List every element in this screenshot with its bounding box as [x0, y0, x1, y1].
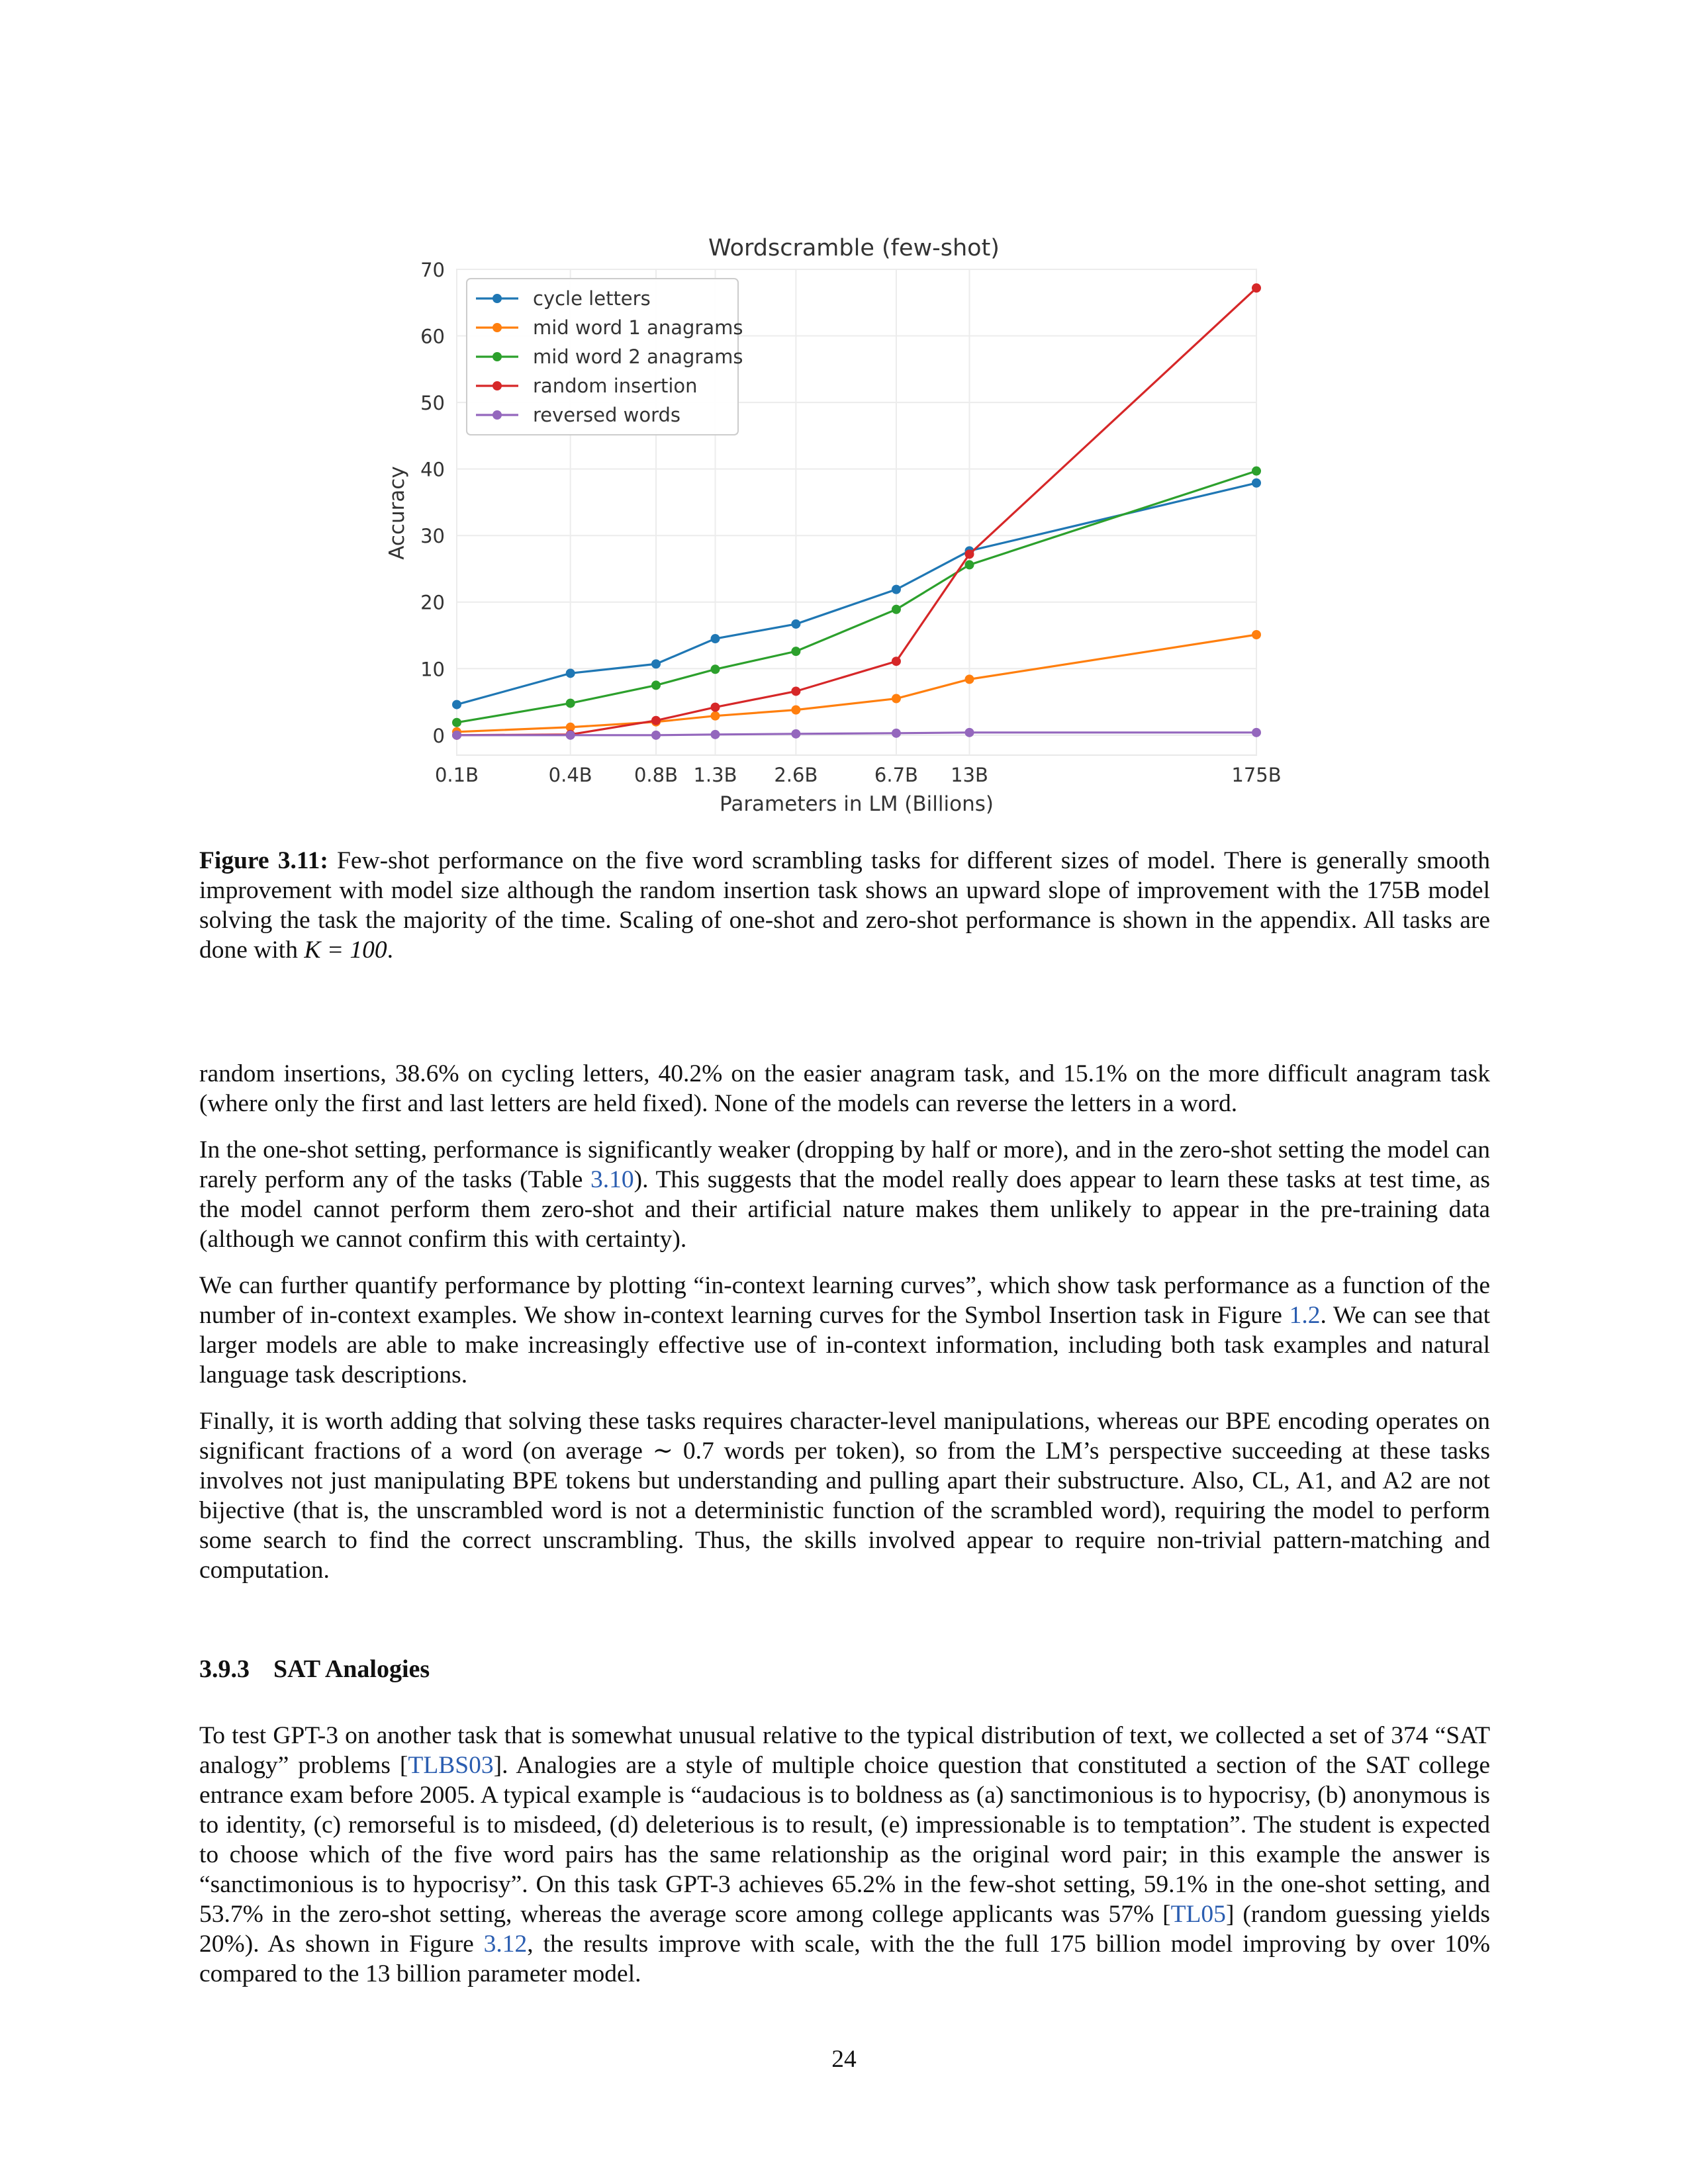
data-point	[1252, 467, 1261, 476]
data-point	[566, 699, 575, 708]
x-tick-label: 1.3B	[693, 764, 737, 786]
citation-link-tlbs03[interactable]: TLBS03	[408, 1752, 494, 1779]
data-point	[892, 585, 901, 594]
paragraph-2-text-a: In the one-shot setting, performance is significantly weaker (dropping by half or more), and in the zero-shot setting the model can rarely perform any of the tasks (Table	[199, 1136, 1490, 1193]
y-tick-label: 10	[420, 658, 445, 681]
caption-text: Few-shot performance on the five word scrambling tasks for different sizes of model. There is generally smooth improvement with model size although the random insertion task shows an upward slope of improvement with the 175B model solving the task the majority of the time. Scaling of one-shot and zero-shot performance is shown in the appendix. All tasks are done with	[199, 847, 1491, 964]
legend-swatch-marker	[492, 294, 502, 303]
wordscramble-chart	[371, 235, 1311, 834]
page-number: 24	[831, 2046, 857, 2073]
figure-ref-link[interactable]: 1.2	[1289, 1302, 1321, 1329]
paragraph-1: random insertions, 38.6% on cycling letters, 40.2% on the easier anagram task, and 15.1% on the more difficult anagram task (where only the first and last letters are held fixed). None of the models can reverse the letters in a word.	[199, 1060, 1490, 1117]
chart-title: Wordscramble (few-shot)	[708, 235, 1000, 261]
legend-swatch-marker	[492, 410, 502, 420]
data-point	[791, 619, 800, 629]
data-point	[892, 694, 901, 704]
paragraph-5-text-a: To test GPT-3 on another task that is somewhat unusual relative to the typical distribution of text, we collected a set of 374 “SAT analogy” problems [	[199, 1722, 1490, 1779]
y-tick-label: 70	[420, 259, 445, 281]
data-point	[711, 730, 720, 739]
data-point	[566, 668, 575, 678]
paragraph-3-text-b: . We can see that larger models are able to make increasingly effective use of in-context information, including both task examples and natural language task descriptions.	[199, 1302, 1491, 1388]
x-tick-label: 175B	[1231, 764, 1282, 786]
x-tick-label: 0.8B	[633, 764, 678, 786]
x-tick-label: 0.1B	[434, 764, 479, 786]
y-tick-label: 60	[420, 325, 445, 348]
data-point	[711, 703, 720, 712]
data-point	[1252, 728, 1261, 737]
y-tick-label: 50	[420, 392, 445, 415]
paragraph-5	[199, 1721, 1490, 1989]
data-point	[892, 657, 901, 666]
paragraph-5-text-d: , the results improve with scale, with the the full 175 billion model improving by over 10% compared to the 13 billion parameter model.	[199, 1931, 1490, 1987]
legend-label: cycle letters	[533, 287, 651, 310]
data-point	[964, 549, 974, 559]
data-point	[791, 729, 800, 739]
data-point	[711, 711, 720, 721]
data-point	[452, 700, 461, 709]
data-point	[964, 674, 974, 684]
data-point	[1252, 283, 1261, 293]
figure-label: Figure 3.11:	[199, 847, 328, 874]
data-point	[791, 647, 800, 656]
x-tick-label: 6.7B	[874, 764, 918, 786]
data-point	[452, 718, 461, 727]
data-point	[452, 731, 461, 740]
data-point	[791, 705, 800, 715]
x-tick-label: 0.4B	[548, 764, 592, 786]
figure-caption	[199, 846, 1490, 965]
x-tick-label: 2.6B	[774, 764, 818, 786]
caption-math: K = 100	[304, 936, 387, 964]
data-point	[711, 664, 720, 674]
legend-swatch-marker	[492, 323, 502, 332]
legend-label: reversed words	[533, 404, 681, 426]
y-tick-label: 30	[420, 525, 445, 548]
y-tick-label: 40	[420, 458, 445, 481]
data-point	[651, 659, 661, 668]
paragraph-5-text-c: ] (random guessing yields 20%). As shown in Figure	[199, 1901, 1490, 1958]
data-point	[964, 560, 974, 569]
data-point	[1252, 478, 1261, 488]
y-tick-label: 20	[420, 591, 445, 614]
paragraph-3-text-a: We can further quantify performance by plotting “in-context learning curves”, which show task performance as a function of the number of in-context examples. We show in-context learning curves for the Symbol Insertion task in Figure	[199, 1272, 1490, 1329]
data-point	[892, 605, 901, 614]
data-point	[711, 634, 720, 643]
citation-link-tl05[interactable]: TL05	[1170, 1901, 1226, 1928]
paragraph-4: Finally, it is worth adding that solving these tasks requires character-level manipulations, whereas our BPE encoding operates on significant fractions of a word (on average ∼ 0.7 words per token), so from the LM’s perspective succeeding at these tasks involves not just manipulating BPE tokens but understanding and pulling apart their substructure. Also, CL, A1, and A2 are not bijective (that is, the unscrambled word is not a deterministic function of the scrambled word), requiring the model to perform some search to find the correct unscrambling. Thus, the skills involved appear to require non-trivial pattern-matching and computation.	[199, 1408, 1490, 1584]
y-axis-label: Accuracy	[385, 466, 409, 560]
y-tick-labels	[420, 259, 445, 747]
data-point	[892, 729, 901, 738]
data-point	[651, 680, 661, 690]
section-title: SAT Analogies	[273, 1655, 430, 1683]
legend-label: mid word 1 anagrams	[533, 316, 743, 339]
x-axis-label: Parameters in LM (Billions)	[720, 792, 994, 816]
data-point	[964, 728, 974, 737]
legend-label: random insertion	[533, 375, 698, 397]
data-point	[566, 731, 575, 740]
section-heading	[199, 1655, 1490, 1684]
paragraph-5-text-b: ]. Analogies are a style of multiple choice question that constituted a section of the SAT college entrance exam before 2005. A typical example is “audacious is to boldness as (a) sanctimonious is to hypocrisy, (b) anonymous is to identity, (c) remorseful is to misdeed, (d) deleterious is to result, (e) impressionable is to temptation”. The student is expected to choose which of the five word pairs has the same relationship as the original word pair; in this example the answer is “sanctimonious is to hypocrisy”. On this task GPT-3 achieves 65.2% in the few-shot setting, 59.1% in the one-shot setting, and 53.7% in the zero-shot setting, whereas the average score among college applicants was 57% [	[199, 1752, 1490, 1928]
y-tick-label: 0	[432, 724, 445, 747]
section-number: 3.9.3	[199, 1655, 250, 1683]
legend-label: mid word 2 anagrams	[533, 345, 743, 368]
data-point	[651, 731, 661, 740]
figure-ref-link-3-12[interactable]: 3.12	[483, 1931, 528, 1958]
legend-swatch-marker	[492, 381, 502, 390]
legend	[467, 279, 743, 435]
x-tick-label: 13B	[951, 764, 988, 786]
data-point	[1252, 630, 1261, 639]
data-point	[651, 716, 661, 725]
paragraph-2	[199, 1135, 1490, 1254]
data-point	[791, 686, 800, 696]
legend-swatch-marker	[492, 352, 502, 361]
caption-end: .	[387, 936, 394, 964]
body-text	[199, 1059, 1490, 2005]
table-ref-link[interactable]: 3.10	[590, 1166, 634, 1193]
paragraph-2-text-b: ). This suggests that the model really does appear to learn these tasks at test time, as the model cannot perform them zero-shot and their artificial nature makes them unlikely to appear in the pre-training data (although we cannot confirm this with certainty).	[199, 1166, 1491, 1253]
paragraph-3	[199, 1271, 1490, 1390]
x-tick-labels	[435, 764, 1282, 786]
